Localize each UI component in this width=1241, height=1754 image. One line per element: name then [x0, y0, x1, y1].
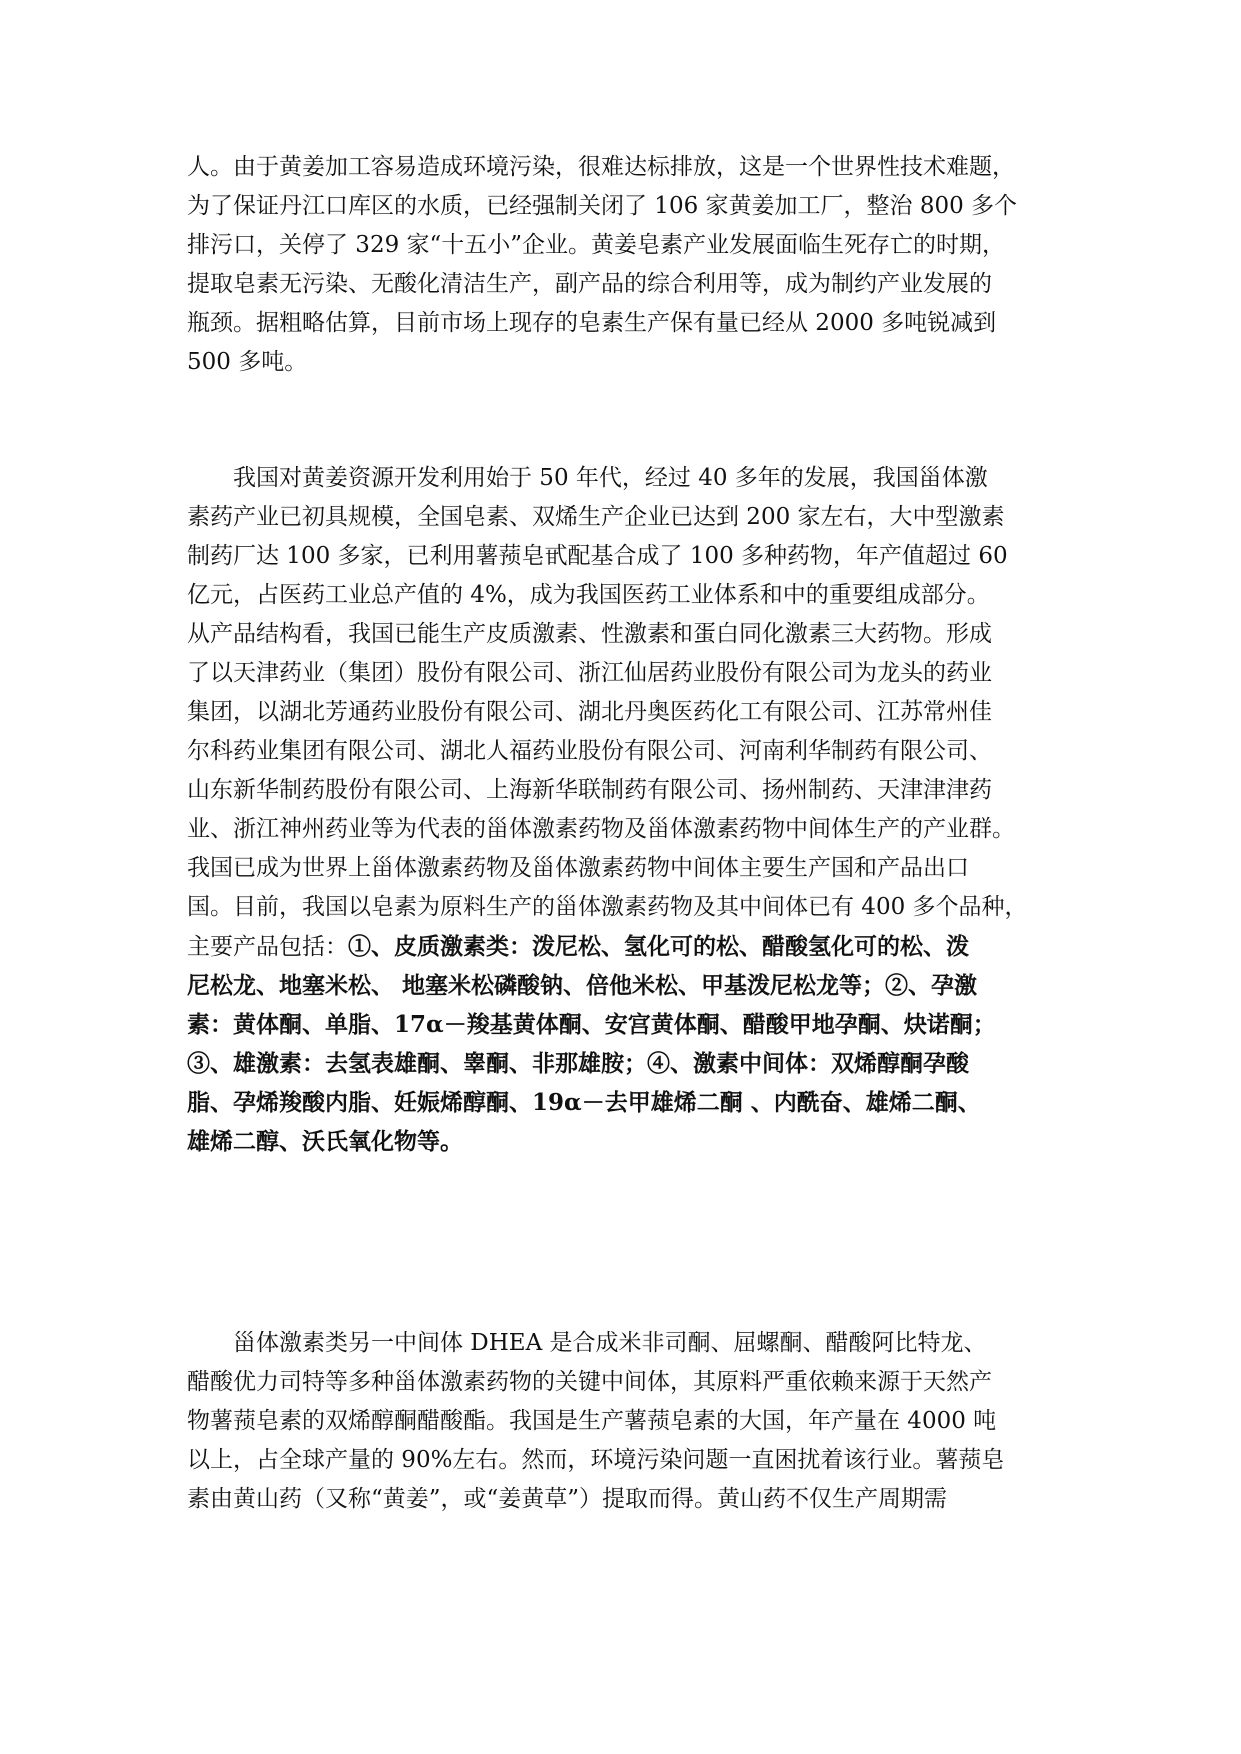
text-line: 排污口，关停了 329 家“十五小”企业。黄姜皂素产业发展面临生死存亡的时期， [187, 232, 1006, 258]
text-line: 集团，以湖北芳通药业股份有限公司、湖北丹奥医药化工有限公司、江苏常州佳 [187, 699, 992, 725]
text-line: 亿元，占医药工业总产值的 4%，成为我国医药工业体系和中的重要组成部分。 [187, 582, 990, 608]
text-line: 提取皂素无污染、无酸化清洁生产，副产品的综合利用等，成为制约产业发展的 [187, 271, 992, 297]
paragraph-2 [187, 459, 1057, 1161]
bold-text-line: ③、雄激素：去氢表雄酮、睾酮、非那雄胺；④、激素中间体：双烯醇酮孕酸 [187, 1050, 969, 1077]
text-line: 瓶颈。据粗略估算，目前市场上现存的皂素生产保有量已经从 2000 多吨锐减到 [187, 310, 997, 336]
text-line: 了以天津药业（集团）股份有限公司、浙江仙居药业股份有限公司为龙头的药业 [187, 660, 992, 686]
paragraph-1 [187, 148, 1057, 382]
bold-text-line: 雄烯二醇、沃氏氧化物等。 [187, 1128, 463, 1155]
text-line: 素由黄山药（又称“黄姜”，或“姜黄草”）提取而得。黄山药不仅生产周期需 [187, 1486, 948, 1512]
text-line: 制药厂达 100 多家，已利用薯蓣皂甙配基合成了 100 多种药物，年产值超过 60 [187, 543, 1008, 569]
text-line: 山东新华制药股份有限公司、上海新华联制药有限公司、扬州制药、天津津津药 [187, 777, 992, 803]
text-line-mixed [187, 927, 1057, 966]
text-line: 500 多吨。 [187, 349, 308, 375]
paragraph-3 [187, 1324, 1057, 1519]
bold-text-line: 尼松龙、地塞米松、 地塞米松磷酸钠、倍他米松、甲基泼尼松龙等；②、孕激 [187, 972, 978, 999]
bold-text-line: 素：黄体酮、单脂、17α－羧基黄体酮、安宫黄体酮、醋酸甲地孕酮、炔诺酮； [187, 1011, 996, 1038]
text-line: 素药产业已初具规模，全国皂素、双烯生产企业已达到 200 家左右，大中型激素 [187, 504, 1005, 530]
text-line: 国。目前，我国以皂素为原料生产的甾体激素药物及其中间体已有 400 多个品种， [187, 894, 1028, 920]
text-line: 以上，占全球产量的 90%左右。然而，环境污染问题一直困扰着该行业。薯蓣皂 [187, 1447, 1005, 1473]
bold-text-line: 脂、孕烯羧酸内脂、妊娠烯醇酮、19α－去甲雄烯二酮 、内酰奋、雄烯二酮、 [187, 1089, 981, 1116]
text-line: 物薯蓣皂素的双烯醇酮醋酸酯。我国是生产薯蓣皂素的大国，年产量在 4000 吨 [187, 1408, 997, 1434]
text-line: 从产品结构看，我国已能生产皮质激素、性激素和蛋白同化激素三大药物。形成 [187, 621, 992, 647]
text-line: 我国已成为世界上甾体激素药物及甾体激素药物中间体主要生产国和产品出口 [187, 855, 969, 881]
text-line: 业、浙江神州药业等为代表的甾体激素药物及甾体激素药物中间体生产的产业群。 [187, 816, 1015, 842]
text-line: 尔科药业集团有限公司、湖北人福药业股份有限公司、河南利华制药有限公司、 [187, 738, 992, 764]
text-line: 甾体激素类另一中间体 DHEA 是合成米非司酮、屈螺酮、醋酸阿比特龙、 [233, 1330, 987, 1356]
text-line: 醋酸优力司特等多种甾体激素药物的关键中间体，其原料严重依赖来源于天然产 [187, 1369, 992, 1395]
text-segment: 主要产品包括： [187, 934, 348, 960]
text-line: 为了保证丹江口库区的水质，已经强制关闭了 106 家黄姜加工厂，整治 800 多个 [187, 193, 1018, 219]
text-line: 我国对黄姜资源开发利用始于 50 年代，经过 40 多年的发展，我国甾体激 [233, 465, 988, 491]
bold-text-segment: ①、皮质激素类：泼尼松、氢化可的松、醋酸氢化可的松、泼 [348, 933, 969, 960]
text-line: 人。由于黄姜加工容易造成环境污染，很难达标排放，这是一个世界性技术难题， [187, 154, 1015, 180]
